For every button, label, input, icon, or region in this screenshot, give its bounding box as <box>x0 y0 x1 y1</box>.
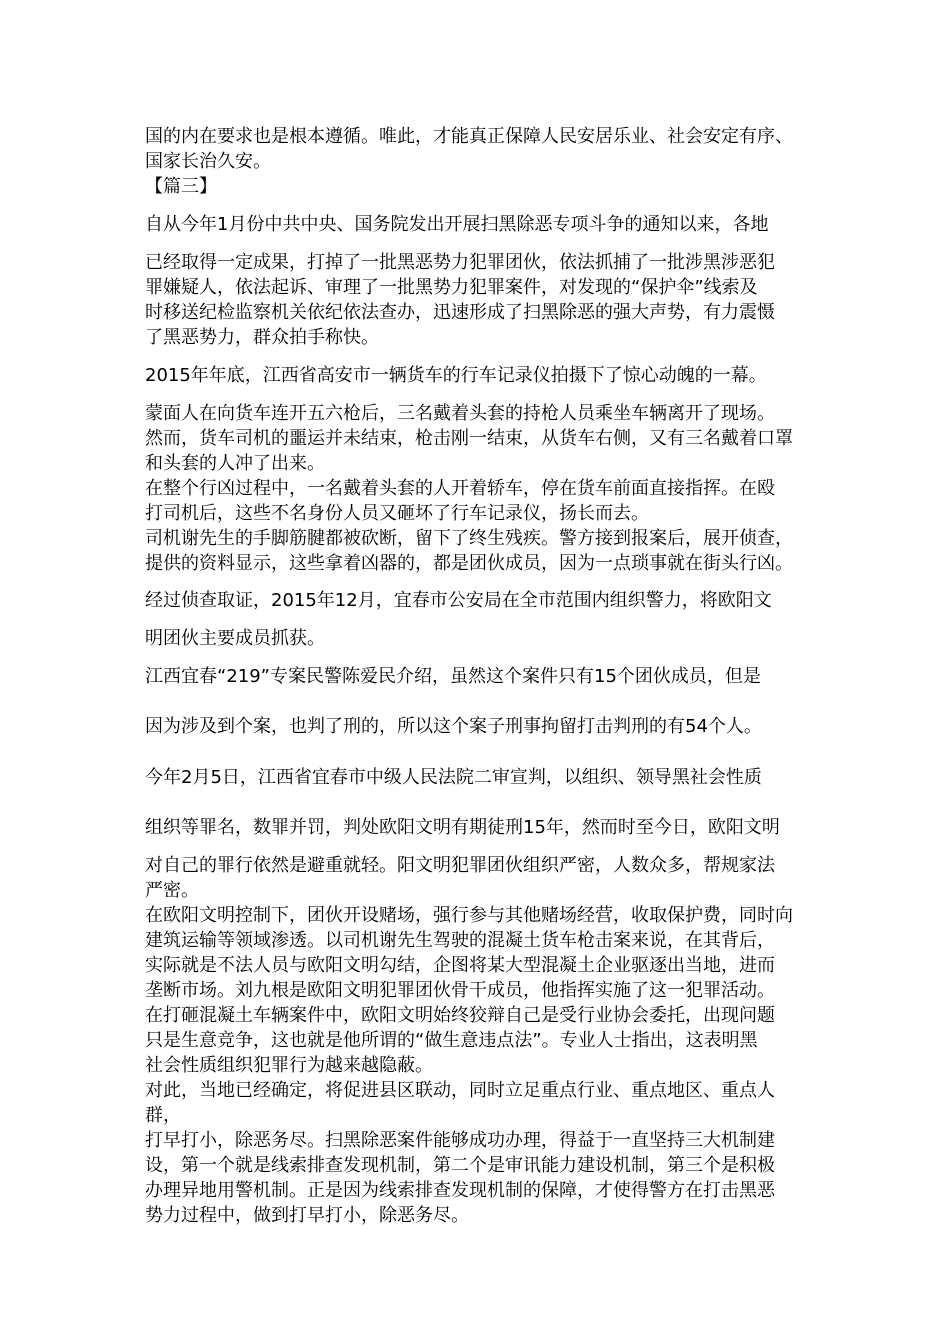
paragraph-sentencing-count: 因为涉及到个案，也判了刑的，所以这个案子刑事拘留打击判刑的有54个人。 <box>145 716 762 737</box>
paragraph-investigation: 经过侦查取证，2015年12月，宜春市公安局在全市范围内组织警力，将欧阳文 <box>145 590 772 611</box>
paragraph-intro-line: 自从今年1月份中共中央、国务院发出开展扫黑除恶专项斗争的通知以来，各地 <box>145 214 769 235</box>
paragraph-2015-event: 2015年年底，江西省高安市一辆货车的行车记录仪拍摄下了惊心动魄的一幕。 <box>145 365 767 386</box>
paragraph-court: 今年2月5日，江西省宜春市中级人民法院二审宣判，以组织、领导黑社会性质 <box>145 767 762 788</box>
section-heading: 【篇三】 <box>145 176 217 197</box>
paragraph-results: 已经取得一定成果，打掉了一批黑恶势力犯罪团伙，依法抓捕了一批涉黑涉恶犯 罪嫌疑人，依法起诉、审理了一批黑势力犯罪案件，对发现的“保护伞”线索及 时移送纪检监察机关依纪依法查办，迅速形成了扫黑除恶的强大声势，有力震慑 了黑恶势力，群众拍手称快。 <box>145 252 775 348</box>
paragraph-incident: 蒙面人在向货车连开五六枪后，三名戴着头套的持枪人员乘坐车辆离开了现场。 然而，货车司机的噩运并未结束，枪击刚一结束，从货车右侧，又有三名戴着口罩 和头套的人冲了出来。 在整个行凶过程中，一名戴着头套的人开着轿车，停在货车前面直接指挥。在殴 打司机后，这些不名身份人员又砸坏了行车记录仪，扬长而去。 司机谢先生的手脚筋腱都被砍断，留下了终生残疾。警方接到报案后，展开侦查， 提供的资料显示，这些拿着凶器的，都是团伙成员，因为一点琐事就在街头行凶。 <box>145 403 793 574</box>
paragraph-verdict: 组织等罪名，数罪并罚，判处欧阳文明有期徒刑15年，然而时至今日，欧阳文明 <box>145 817 780 838</box>
paragraph-police-intro: 江西宜春“219”专案民警陈爱民介绍，虽然这个案件只有15个团伙成员，但是 <box>145 666 761 687</box>
paragraph-closing: 国的内在要求也是根本遵循。唯此，才能真正保障人民安居乐业、社会安定有序、 国家长治久安。 <box>145 126 793 172</box>
paragraph-arrest: 明团伙主要成员抓获。 <box>145 628 325 649</box>
paragraph-gang-details: 对自己的罪行依然是避重就轻。阳文明犯罪团伙组织严密，人数众多，帮规家法 严密。 在欧阳文明控制下，团伙开设赌场，强行参与其他赌场经营，收取保护费，同时向 建筑运输等领域渗透。以司机谢先生驾驶的混凝土货车枪击案来说，在其背后， 实际就是不法人员与欧阳文明勾结，企图将某大型混凝土企业驱逐出当地，进而 垄断市场。刘九根是欧阳文明犯罪团伙骨干成员，他指挥实施了这一犯罪活动。 在打砸混凝土车辆案件中，欧阳文明始终狡辩自己是受行业协会委托，出现问题 只是生意竞争，这也就是他所谓的“做生意违点法”。专业人士指出，这表明黑 社会性质组织犯罪行为越来越隐蔽。 对此，当地已经确定，将促进县区联动，同时立足重点行业、重点地区、重点人群， 打早打小，除恶务尽。扫黑除恶案件能够成功办理，得益于一直坚持三大机制建 设，第一个就是线索排查发现机制，第二个是审讯能力建设机制，第三个是积极 办理异地用警机制。正是因为线索排查发现机制的保障，才使得警方在打击黑恶 势力过程中，做到打早打小，除恶务尽。 <box>145 855 793 1226</box>
